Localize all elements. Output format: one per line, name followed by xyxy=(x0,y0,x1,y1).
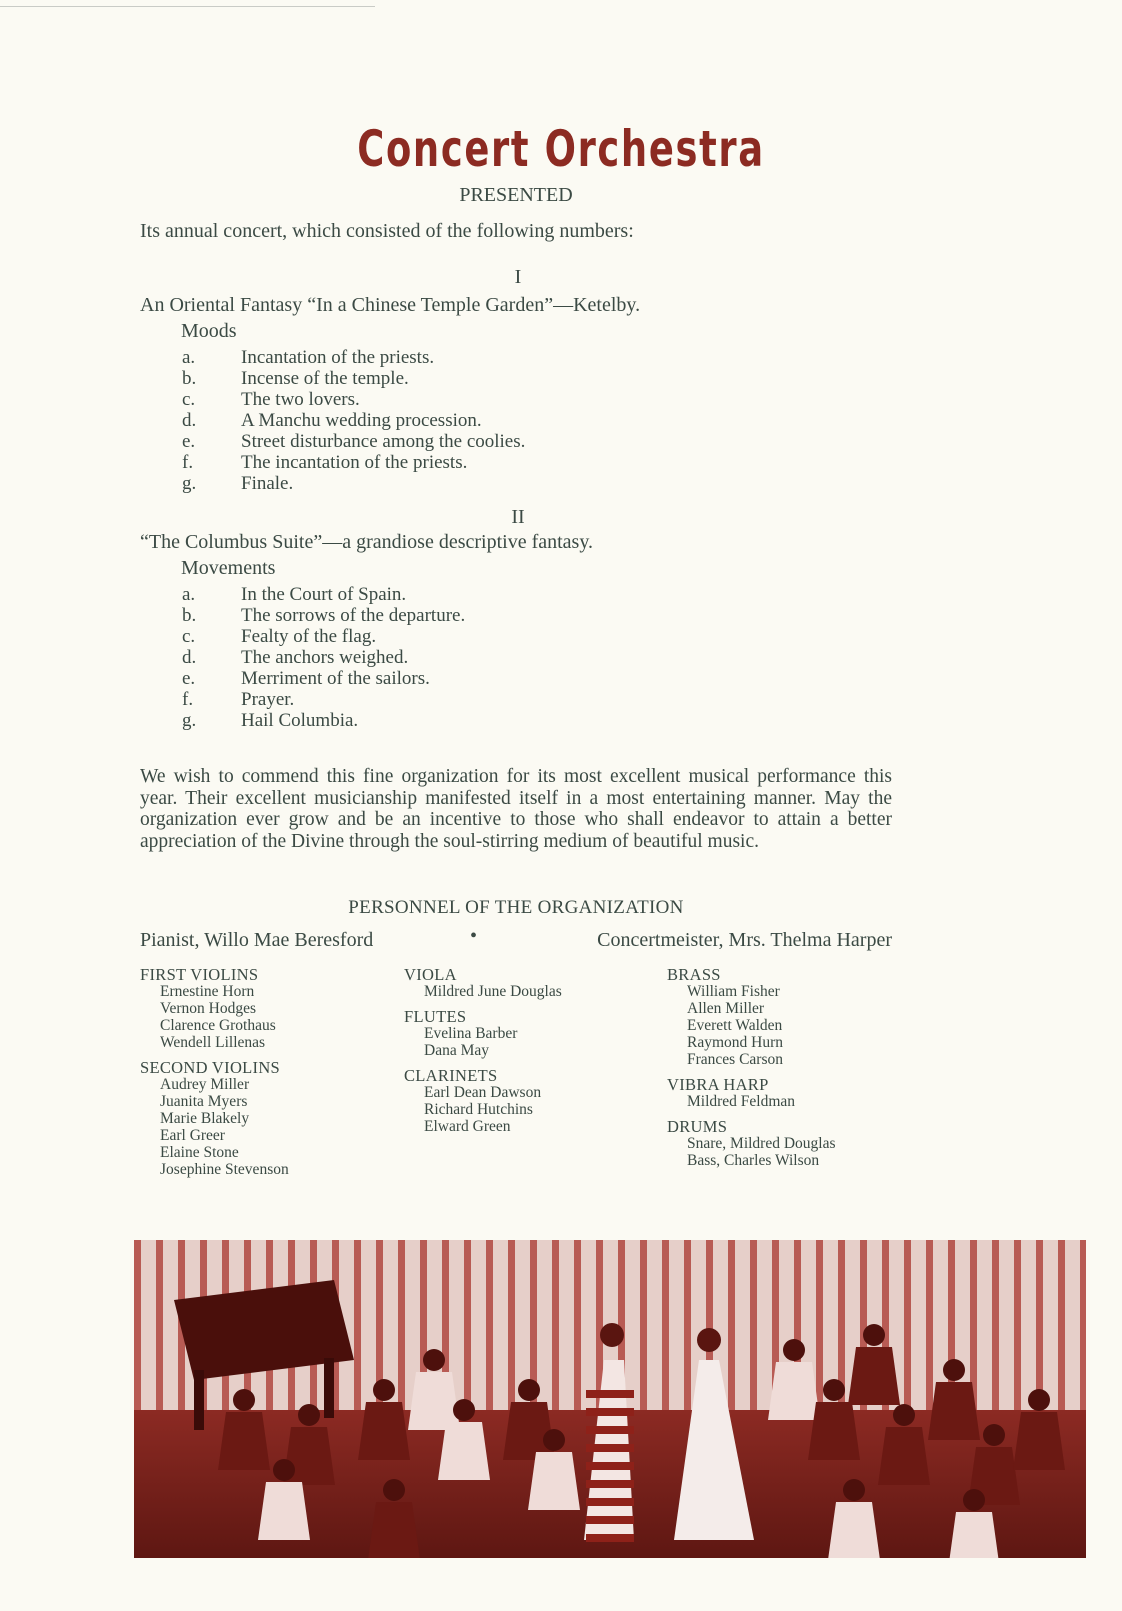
musician-name: Everett Walden xyxy=(687,1017,783,1034)
movement-item-text: Merriment of the sailors. xyxy=(241,668,430,689)
instrument-section xyxy=(667,1076,836,1110)
musician-body xyxy=(358,1402,410,1460)
musician-name: Elaine Stone xyxy=(160,1144,239,1161)
musician-name: Vernon Hodges xyxy=(160,1000,256,1017)
piano-leg-2 xyxy=(324,1358,334,1418)
presented-label: PRESENTED xyxy=(459,184,573,206)
musician-body xyxy=(438,1422,490,1480)
mood-item-text: Incantation of the priests. xyxy=(241,347,435,368)
musician-head xyxy=(543,1429,565,1451)
part-two-piece: “The Columbus Suite”—a grandiose descriptive fantasy. xyxy=(140,531,594,553)
musician-head xyxy=(233,1389,255,1411)
bullet-separator: • xyxy=(470,925,478,947)
commendation-paragraph: We wish to commend this fine organization for its most excellent musical performance this year. Their excellent musicianship manifested itself in a most entertaining manner. May the organization ever grow and be an incentive to those who shall endeavor to attain a better appreciation of the Divine through the soul-stirring medium of beautiful music. xyxy=(140,766,892,852)
mood-item-letter: e. xyxy=(182,431,196,452)
mood-item xyxy=(182,347,525,368)
musician-body xyxy=(528,1452,580,1510)
movement-item-letter: e. xyxy=(182,668,196,689)
movement-item xyxy=(182,668,465,689)
skirt-stripe xyxy=(586,1462,634,1470)
musician-body xyxy=(928,1382,980,1440)
skirt-stripe xyxy=(586,1534,634,1542)
mood-item-letter: g. xyxy=(182,473,197,494)
mood-item-text: A Manchu wedding procession. xyxy=(241,410,482,431)
skirt-stripe xyxy=(586,1390,634,1398)
skirt-stripe xyxy=(586,1408,634,1416)
mood-item-letter: c. xyxy=(182,389,196,410)
instrument-section xyxy=(404,1067,562,1135)
movement-item xyxy=(182,689,465,710)
intro-text: Its annual concert, which consisted of the following numbers: xyxy=(140,220,634,242)
page-title: Concert Orchestra xyxy=(357,120,765,178)
musician-body xyxy=(218,1412,270,1470)
musician-head xyxy=(423,1349,445,1371)
part-two-numeral: II xyxy=(511,506,525,528)
musician-name: Wendell Lillenas xyxy=(160,1034,266,1051)
mood-item xyxy=(182,473,525,494)
moods-list xyxy=(182,347,525,494)
movement-item-letter: a. xyxy=(182,584,196,605)
musician-body xyxy=(828,1502,880,1558)
part-one-piece: An Oriental Fantasy “In a Chinese Temple Garden”—Ketelby. xyxy=(140,294,641,316)
movement-item-letter: g. xyxy=(182,710,197,731)
orchestra-photo-illustration xyxy=(134,1240,1086,1558)
movement-item-letter: c. xyxy=(182,626,196,647)
orchestra-photo xyxy=(134,1240,1086,1558)
musician-body xyxy=(848,1347,900,1405)
musician-name: Ernestine Horn xyxy=(160,983,255,1000)
instrument-section xyxy=(140,1059,289,1178)
musician-head xyxy=(453,1399,475,1421)
movement-item xyxy=(182,710,465,731)
top-rule xyxy=(0,6,375,7)
mood-item-letter: b. xyxy=(182,368,197,389)
musician-head xyxy=(1028,1389,1050,1411)
section-title: SECOND VIOLINS xyxy=(140,1058,281,1077)
musician-body xyxy=(503,1402,555,1460)
mood-item-text: The two lovers. xyxy=(241,389,360,410)
skirt-stripe xyxy=(586,1498,634,1506)
skirt-stripe xyxy=(586,1516,634,1524)
personnel-heading: PERSONNEL OF THE ORGANIZATION xyxy=(348,897,684,918)
pianist-line: Pianist, Willo Mae Beresford xyxy=(140,929,374,951)
musician-body xyxy=(768,1362,820,1420)
part-two-subhead: Movements xyxy=(181,557,276,579)
section-title: VIOLA xyxy=(404,965,457,984)
musician-head xyxy=(783,1339,805,1361)
mood-item xyxy=(182,410,525,431)
musician-name: Juanita Myers xyxy=(160,1093,248,1110)
movement-item xyxy=(182,626,465,647)
mood-item-text: The incantation of the priests. xyxy=(241,452,468,473)
musician-body xyxy=(258,1482,310,1540)
personnel-column-winds xyxy=(404,966,562,1135)
mood-item-letter: f. xyxy=(182,452,194,473)
mood-item xyxy=(182,368,525,389)
conductor-skirt-stripes xyxy=(586,1390,634,1542)
movement-item-text: The sorrows of the departure. xyxy=(241,605,466,626)
section-title: FIRST VIOLINS xyxy=(140,965,259,984)
musician-head xyxy=(843,1479,865,1501)
instrument-section xyxy=(404,966,562,1000)
mood-item xyxy=(182,431,525,452)
musician-head xyxy=(823,1379,845,1401)
mood-item-text: Street disturbance among the coolies. xyxy=(241,431,526,452)
musician-body xyxy=(1013,1412,1065,1470)
musician-name: Snare, Mildred Douglas xyxy=(687,1135,836,1152)
soloist-head xyxy=(697,1328,721,1352)
musician-name: Earl Greer xyxy=(160,1127,225,1144)
musician-body xyxy=(948,1512,1000,1558)
musician-head xyxy=(298,1404,320,1426)
personnel-column-brass-percussion xyxy=(667,966,836,1169)
movement-item xyxy=(182,584,465,605)
musician-name: Audrey Miller xyxy=(160,1076,250,1093)
skirt-stripe xyxy=(586,1426,634,1434)
part-one-numeral: I xyxy=(514,266,522,288)
musician-name: Evelina Barber xyxy=(424,1025,518,1042)
section-title: VIBRA HARP xyxy=(667,1075,769,1094)
musician-head xyxy=(893,1404,915,1426)
musician-name: Elward Green xyxy=(424,1118,511,1135)
musician-body xyxy=(878,1427,930,1485)
movement-item xyxy=(182,605,465,626)
musician-head xyxy=(383,1479,405,1501)
skirt-stripe xyxy=(586,1444,634,1452)
movement-item xyxy=(182,647,465,668)
instrument-section xyxy=(667,966,836,1068)
musician-name: Mildred Feldman xyxy=(687,1093,796,1110)
personnel-column-strings xyxy=(140,966,289,1178)
movement-item-text: Prayer. xyxy=(241,689,295,710)
musician-name: Richard Hutchins xyxy=(424,1101,533,1118)
movement-item-text: Hail Columbia. xyxy=(241,710,359,731)
musician-name: Josephine Stevenson xyxy=(160,1161,289,1178)
movement-item-letter: f. xyxy=(182,689,194,710)
movement-item-text: Fealty of the flag. xyxy=(241,626,377,647)
musician-name: Raymond Hurn xyxy=(687,1034,784,1051)
musician-head xyxy=(273,1459,295,1481)
mood-item-text: Finale. xyxy=(241,473,294,494)
section-title: DRUMS xyxy=(667,1117,728,1136)
concertmeister-line: Concertmeister, Mrs. Thelma Harper xyxy=(597,929,892,951)
section-title: BRASS xyxy=(667,965,721,984)
conductor-head xyxy=(600,1323,624,1347)
musician-body xyxy=(408,1372,460,1430)
musician-head xyxy=(963,1489,985,1511)
musician-head xyxy=(943,1359,965,1381)
section-title: FLUTES xyxy=(404,1007,467,1026)
musician-name: Marie Blakely xyxy=(160,1110,250,1127)
skirt-stripe xyxy=(586,1480,634,1488)
movement-item-text: In the Court of Spain. xyxy=(241,584,407,605)
instrument-section xyxy=(667,1118,836,1169)
part-one-subhead: Moods xyxy=(181,320,237,342)
movement-item-text: The anchors weighed. xyxy=(241,647,409,668)
musician-name: Bass, Charles Wilson xyxy=(687,1152,820,1169)
musician-name: William Fisher xyxy=(687,983,780,1000)
musician-name: Dana May xyxy=(424,1042,489,1059)
piano-leg xyxy=(194,1370,204,1430)
mood-item-text: Incense of the temple. xyxy=(241,368,409,389)
musician-head xyxy=(863,1324,885,1346)
mood-item-letter: d. xyxy=(182,410,197,431)
movement-item-letter: d. xyxy=(182,647,197,668)
musician-body xyxy=(808,1402,860,1460)
movement-item-letter: b. xyxy=(182,605,197,626)
musician-name: Frances Carson xyxy=(687,1051,783,1068)
musician-name: Earl Dean Dawson xyxy=(424,1084,542,1101)
musician-name: Mildred June Douglas xyxy=(424,983,562,1000)
section-title: CLARINETS xyxy=(404,1066,498,1085)
musician-head xyxy=(518,1379,540,1401)
musician-name: Clarence Grothaus xyxy=(160,1017,276,1034)
mood-item xyxy=(182,452,525,473)
mood-item-letter: a. xyxy=(182,347,196,368)
musician-head xyxy=(983,1424,1005,1446)
instrument-section xyxy=(140,966,289,1051)
musician-head xyxy=(373,1379,395,1401)
movements-list xyxy=(182,584,465,731)
mood-item xyxy=(182,389,525,410)
instrument-section xyxy=(404,1008,562,1059)
musician-body xyxy=(368,1502,420,1558)
musician-name: Allen Miller xyxy=(687,1000,765,1017)
